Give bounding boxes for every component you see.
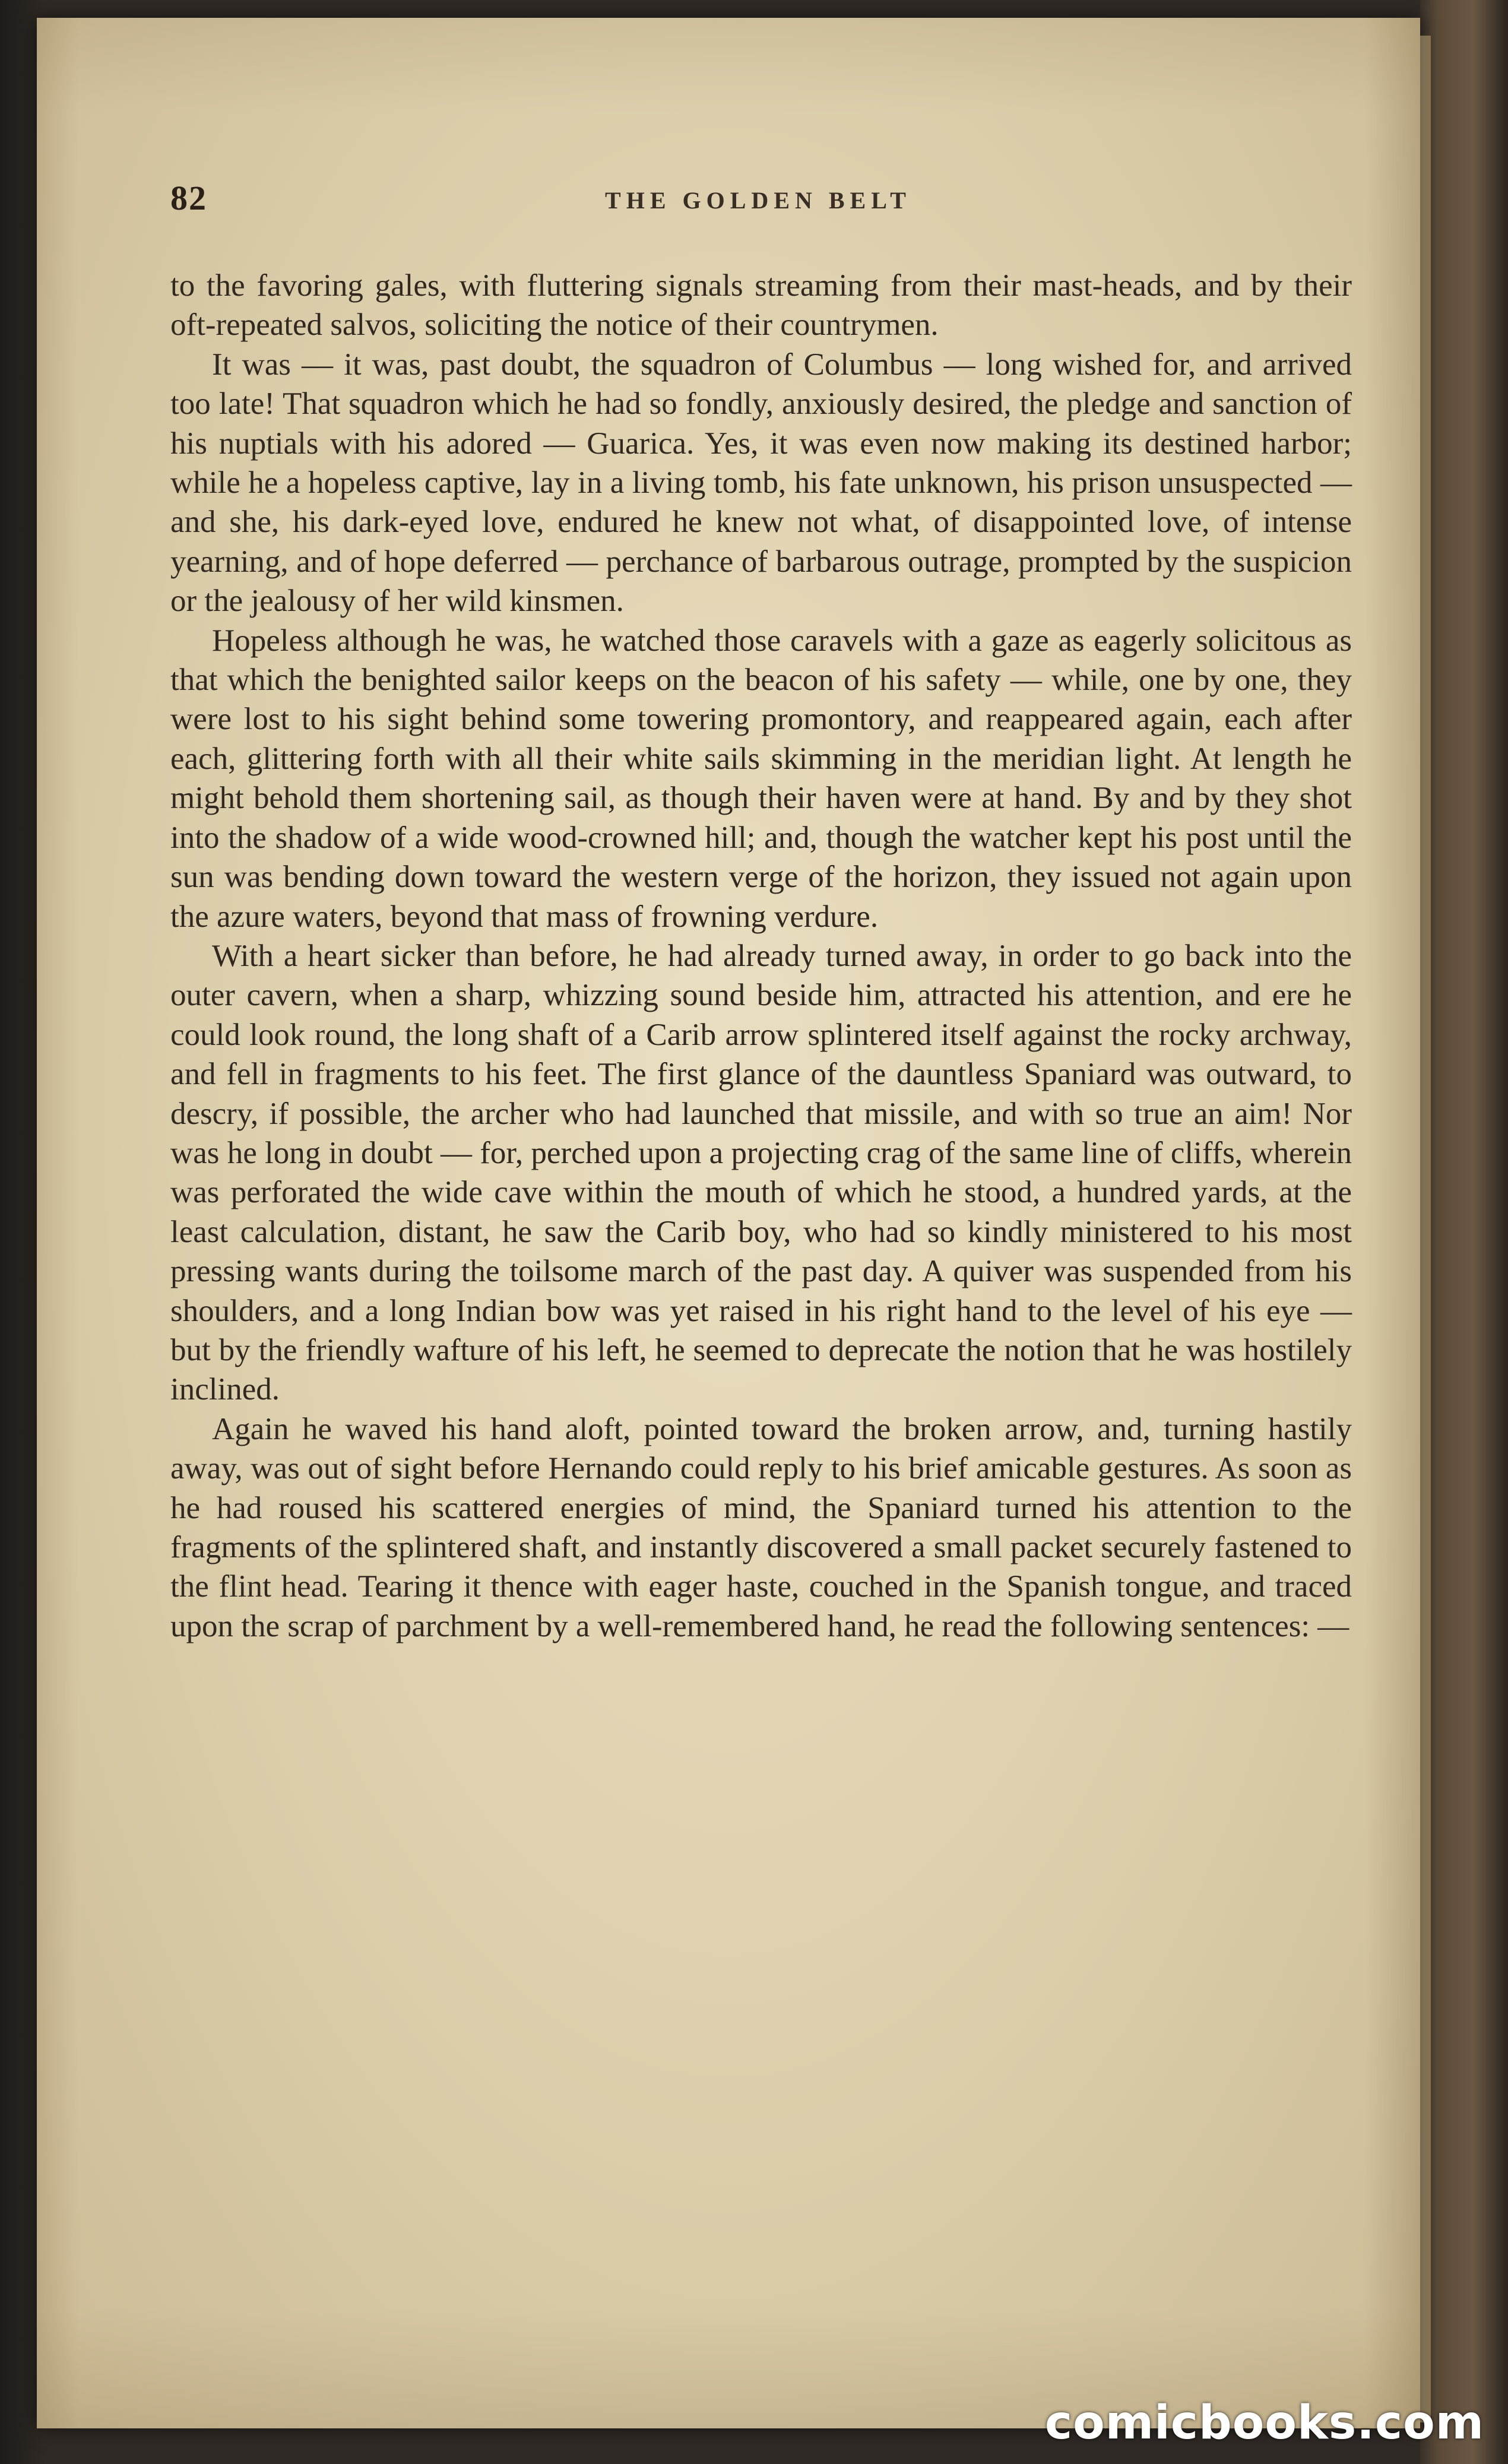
paragraph-5: Again he waved his hand aloft, pointed toward the broken arrow, and, turning hastily away, was out of sight before Hernando could reply to his brief amicable gestures. As soon as he had roused his scattered energies of mind, the Spaniard turned his attention to the fragments of the splintered shaft, and instantly discovered a small packet securely fastened to the flint head. Tearing it thence with eager haste, couched in the Spanish tongue, and traced upon the scrap of parchment by a well-remembered hand, he read the following sentences: — — [170, 1411, 1352, 1643]
paragraph-1: to the favoring gales, with fluttering signals streaming from their mast-heads, and by their oft-repeated salvos, soliciting the notice of their countrymen. — [170, 268, 1352, 343]
paragraph-2: It was — it was, past doubt, the squadron of Columbus — long wished for, and arrived too late! That squadron which he had so fondly, anxiously desired, the pledge and sanction of his nuptials with his adored — Guarica. Yes, it was even now making its destined harbor; while he a hopeless captive, lay in a living tomb, his fate unknown, his prison unsuspected — and she, his dark-eyed love, endured he knew not what, of disappointed love, of intense yearning, and of hope deferred — perchance of barbarous outrage, prompted by the suspicion or the jealousy of her wild kinsmen. — [170, 347, 1352, 619]
paragraph-4: With a heart sicker than before, he had already turned away, in order to go back into the outer cavern, when a sharp, whizzing sound beside him, attracted his attention, and ere he could look round, the long shaft of a Carib arrow splintered itself against the rocky archway, and fell in fragments to his feet. The first glance of the dauntless Spaniard was outward, to descry, if possible, the archer who had launched that missile, and with so true an aim! Nor was he long in doubt — for, perched upon a projecting crag of the same line of cliffs, wherein was perforated the wide cave within the mouth of which he stood, a hundred yards, at the least calculation, distant, he saw the Carib boy, who had so kindly ministered to his most pressing wants during the toilsome march of the past day. A quiver was suspended from his shoulders, and a long Indian bow was yet raised in his right hand to the level of his eye — but by the friendly wafture of his left, he seemed to deprecate the notion that he was hostilely inclined. — [170, 938, 1352, 1407]
next-page-edge — [1420, 0, 1508, 2464]
page-number: 82 — [170, 179, 207, 217]
page-header — [170, 178, 1346, 226]
running-head: THE GOLDEN BELT — [605, 187, 911, 214]
body-text — [170, 266, 1352, 1646]
watermark: comicbooks.com — [1044, 2396, 1484, 2450]
paragraph-3: Hopeless although he was, he watched those caravels with a gaze as eagerly solicitous as that which the benighted sailor keeps on the beacon of his safety — while, one by one, they were lost to his sight behind some towering promontory, and reappeared again, each after each, glittering forth with all their white sails skimming in the meridian light. At length he might behold them shortening sail, as though their haven were at hand. By and by they shot into the shadow of a wide wood-crowned hill; and, though the watcher kept his post until the sun was bending down toward the western verge of the horizon, they issued not again upon the azure waters, beyond that mass of frowning verdure. — [170, 623, 1352, 934]
